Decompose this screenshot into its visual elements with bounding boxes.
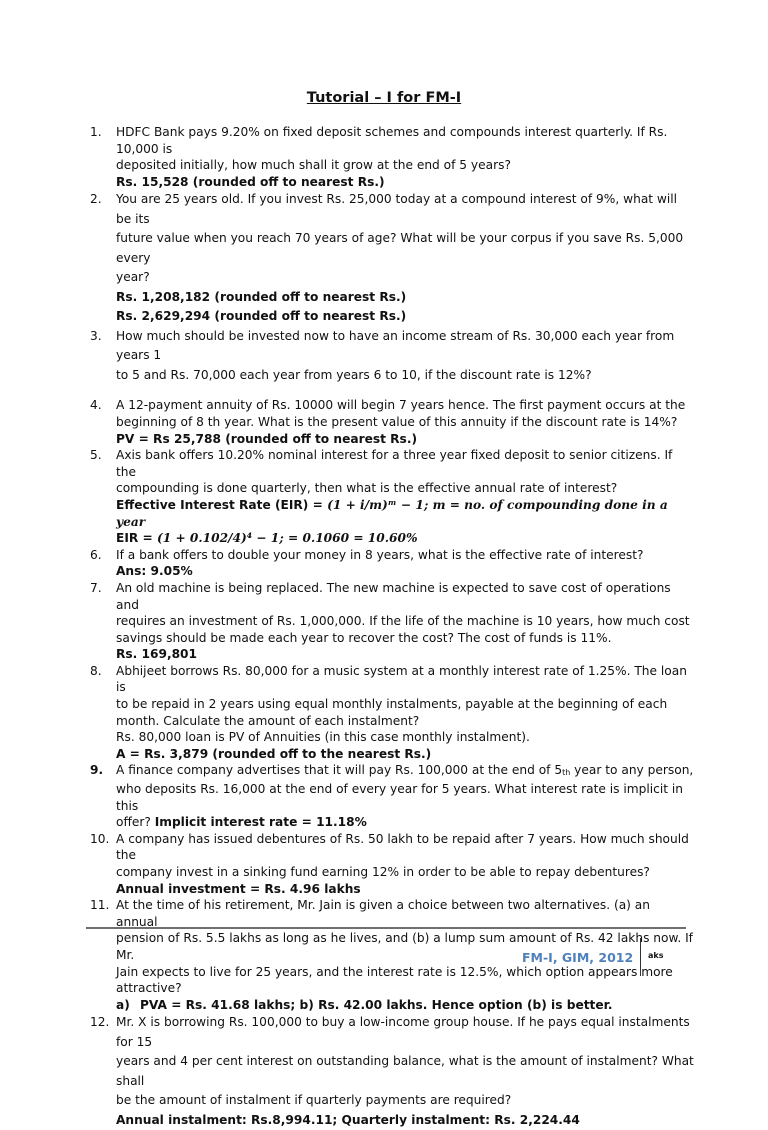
question-text: requires an investment of Rs. 1,000,000. If the life of the machine is 10 years, how much cost: [116, 614, 690, 629]
question-3: [90, 327, 694, 386]
footer-separator: [640, 938, 641, 976]
question-text: to 5 and Rs. 70,000 each year from years 6 to 10, if the discount rate is 12%?: [116, 367, 592, 382]
eir-formula: (1 + i/m)ᵐ − 1; m = no. of compounding done in a year: [116, 497, 668, 529]
answer: A = Rs. 3,879 (rounded off to the nearest Rs.): [116, 746, 432, 761]
question-note: Rs. 80,000 loan is PV of Annuities (in this case monthly instalment).: [116, 730, 530, 745]
question-text: A 12-payment annuity of Rs. 10000 will begin 7 years hence. The first payment occurs at the: [116, 398, 686, 413]
question-12: [90, 1013, 694, 1130]
question-text: be the amount of instalment if quarterly payments are required?: [116, 1093, 512, 1108]
question-text: You are 25 years old. If you invest Rs. 25,000 today at a compound interest of 9%, what will be its: [116, 192, 678, 226]
answer: Annual instalment: Rs.8,994.11; Quarterly instalment: Rs. 2,224.44: [116, 1112, 580, 1127]
answer: PVA = Rs. 41.68 lakhs; b) Rs. 42.00 lakhs. Hence option (b) is better.: [140, 997, 613, 1012]
sub-answer: [116, 997, 694, 1014]
eir-calc: (1 + 0.102/4)⁴ − 1; = 0.1060 = 10.60%: [156, 531, 418, 546]
footer-text: FM-I, GIM, 2012: [522, 950, 634, 965]
question-text: company invest in a sinking fund earning 12% in order to be able to repay debentures?: [116, 865, 650, 879]
eir-calc-line: [116, 530, 694, 547]
question-text: [116, 762, 694, 781]
answer: Rs. 15,528 (rounded off to nearest Rs.): [116, 174, 385, 189]
question-text: If a bank offers to double your money in 8 years, what is the effective rate of interest?: [116, 547, 644, 562]
question-4: [90, 397, 694, 447]
question-number: 4.: [90, 398, 102, 413]
question-number: 12.: [90, 1015, 110, 1030]
question-7: [90, 580, 694, 663]
sub-answer-label: a): [116, 997, 130, 1012]
question-text-part: A finance company advertises that it will pay Rs. 100,000 at the end of 5: [116, 763, 563, 778]
answer: Implicit interest rate = 11.18%: [154, 815, 367, 830]
question-text-part: offer?: [116, 815, 155, 830]
question-text: years and 4 per cent interest on outstanding balance, what is the amount of instalment? What shall: [116, 1054, 694, 1088]
question-text: month. Calculate the amount of each instalment?: [116, 713, 420, 728]
eir-formula-line: [116, 497, 694, 530]
question-text: Mr. X is borrowing Rs. 100,000 to buy a low-income group house. If he pays equal instalments for 15: [116, 1015, 690, 1049]
question-number: 7.: [90, 580, 102, 595]
question-8: [90, 663, 694, 763]
question-list: [90, 124, 694, 1130]
question-text: Axis bank offers 10.20% nominal interest for a three year fixed deposit to senior citizens. If the: [116, 448, 673, 479]
question-1: [90, 124, 694, 190]
question-text: year?: [116, 270, 150, 285]
question-text: beginning of 8 th year. What is the present value of this annuity if the discount rate is 14%?: [116, 414, 678, 429]
question-text: Jain expects to live for 25 years, and the interest rate is 12.5%, which option appears more: [116, 964, 673, 979]
question-number: 11.: [90, 898, 110, 913]
question-9: [90, 762, 694, 830]
question-text: who deposits Rs. 16,000 at the end of every year for 5 years. What interest rate is implicit in this: [116, 782, 684, 813]
answer: Ans: 9.05%: [116, 564, 193, 579]
question-text-part: year to any person,: [570, 763, 694, 778]
page-title: Tutorial – I for FM-I: [306, 90, 462, 106]
footer-divider: [86, 927, 686, 929]
question-10: [90, 831, 694, 897]
question-text: Abhijeet borrows Rs. 80,000 for a music system at a monthly interest rate of 1.25%. The loan is: [116, 663, 687, 695]
answer: Rs. 1,208,182 (rounded off to nearest Rs.): [116, 289, 407, 304]
question-text: savings should be made each year to recover the cost? The cost of funds is 11%.: [116, 630, 612, 645]
question-number: 5.: [90, 448, 102, 463]
answer: PV = Rs 25,788 (rounded off to nearest Rs.): [116, 431, 418, 446]
question-text: to be repaid in 2 years using equal monthly instalments, payable at the beginning of each: [116, 697, 668, 712]
question-text: deposited initially, how much shall it grow at the end of 5 years?: [116, 158, 511, 173]
ordinal-suffix: th: [562, 768, 571, 778]
question-text: A company has issued debentures of Rs. 50 lakh to be repaid after 7 years. How much should the: [116, 831, 689, 863]
question-text: How much should be invested now to have an income stream of Rs. 30,000 each year from years 1: [116, 328, 675, 363]
answer: Rs. 2,629,294 (rounded off to nearest Rs.): [116, 309, 407, 324]
question-2: [90, 190, 694, 327]
question-5: [90, 447, 694, 547]
question-text: future value when you reach 70 years of age? What will be your corpus if you save Rs. 5,000 every: [116, 231, 684, 265]
question-text: attractive?: [116, 981, 182, 996]
question-number: 1.: [90, 125, 102, 139]
question-text: [116, 814, 694, 831]
eir-calc-label: EIR =: [116, 531, 157, 546]
answer: Rs. 169,801: [116, 647, 198, 662]
eir-label: Effective Interest Rate (EIR) =: [116, 497, 328, 512]
question-number: 10.: [90, 831, 110, 846]
question-text: An old machine is being replaced. The new machine is expected to save cost of operations and: [116, 580, 671, 612]
question-text: At the time of his retirement, Mr. Jain is given a choice between two alternatives. (a) an annual: [116, 898, 650, 929]
question-6: [90, 547, 694, 580]
question-number: 2.: [90, 192, 102, 207]
question-number: 6.: [90, 547, 102, 562]
question-text: pension of Rs. 5.5 lakhs as long as he lives, and (b) a lump sum amount of Rs. 42 lakhs now. If Mr.: [116, 931, 693, 962]
question-number: 3.: [90, 328, 102, 343]
question-number: 9.: [90, 763, 104, 778]
answer: Annual investment = Rs. 4.96 lakhs: [116, 881, 361, 896]
question-text: compounding is done quarterly, then what is the effective annual rate of interest?: [116, 481, 618, 496]
question-text: HDFC Bank pays 9.20% on fixed deposit schemes and compounds interest quarterly. If Rs. 10,000 is: [116, 125, 668, 156]
question-number: 8.: [90, 663, 102, 678]
footer-initials: aks: [648, 951, 664, 960]
